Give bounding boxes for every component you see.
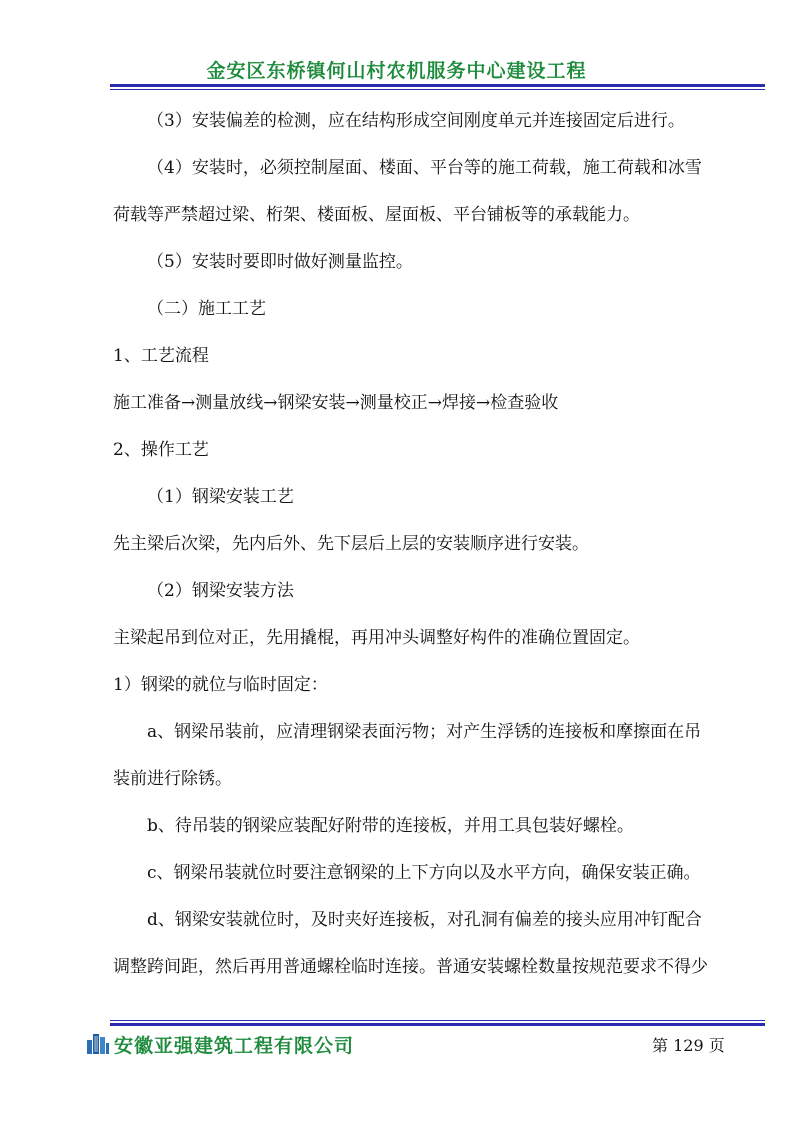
footer-rule-thick [110,1023,765,1026]
header-rule-thick [110,84,765,87]
document-header-title: 金安区东桥镇何山村农机服务中心建设工程 [206,60,587,82]
footer-rule-thin [110,1020,765,1021]
header-rule-thin [110,89,765,90]
process-flow: 施工准备→测量放线→钢梁安装→测量校正→焊接→检查验收 [113,393,559,413]
paragraph: a、钢梁吊装前，应清理钢梁表面污物；对产生浮锈的连接板和摩擦面在吊装前进行除锈。 [113,722,702,789]
building-logo-icon [86,1032,110,1054]
footer-company-name: 安徽亚强建筑工程有限公司 [114,1035,355,1057]
paragraph: （4）安装时，必须控制屋面、楼面、平台等的施工荷载，施工荷载和冰雪荷载等严禁超过梁、桁架、楼面板、屋面板、平台铺板等的承载能力。 [113,158,702,225]
document-body [113,98,718,991]
paragraph: （3）安装偏差的检测，应在结构形成空间刚度单元并连接固定后进行。 [147,111,685,131]
section-heading: （二）施工工艺 [147,299,266,319]
paragraph: （5）安装时要即时做好测量监控。 [147,252,413,272]
item-heading: （1）钢梁安装工艺 [147,487,294,507]
item-heading: 1）钢梁的就位与临时固定： [113,675,328,695]
subsection-heading: 1、工艺流程 [113,346,209,366]
subsection-heading: 2、操作工艺 [113,440,209,460]
paragraph: d、钢梁安装就位时，及时夹好连接板，对孔洞有偏差的接头应用冲钉配合调整跨间距，然后再用普通螺栓临时连接。普通安装螺栓数量按规范要求不得少 [113,910,708,977]
paragraph: 先主梁后次梁，先内后外、先下层后上层的安装顺序进行安装。 [113,534,589,554]
paragraph: b、待吊装的钢梁应装配好附带的连接板，并用工具包装好螺栓。 [147,816,634,836]
paragraph: c、钢梁吊装就位时要注意钢梁的上下方向以及水平方向，确保安装正确。 [147,863,701,883]
item-heading: （2）钢梁安装方法 [147,581,294,601]
paragraph: 主梁起吊到位对正，先用撬棍，再用冲头调整好构件的准确位置固定。 [113,628,640,648]
page-number: 第 129 页 [652,1036,725,1055]
